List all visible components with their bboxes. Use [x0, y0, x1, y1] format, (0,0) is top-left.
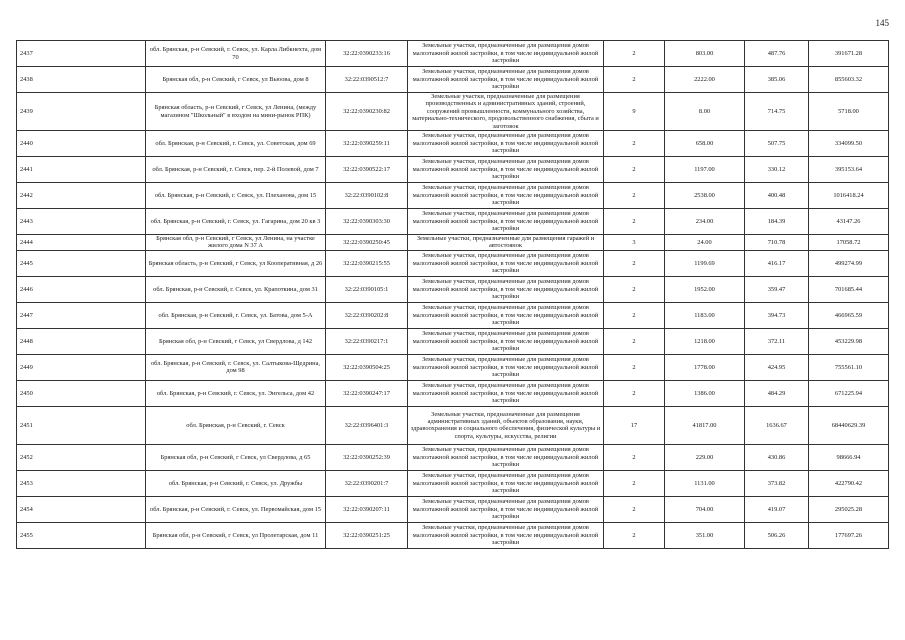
group-cell: 3 [604, 235, 665, 251]
row-number-cell: 2450 [17, 380, 146, 406]
table-row [17, 496, 889, 522]
table-row [17, 209, 889, 235]
address-cell: обл. Брянская, р-н Севский, г. Севск, ул. Батова, дом 5-А [146, 302, 326, 328]
address-cell: обл. Брянская, р-н Севский, г. Севск, ул. Гагарина, дом 20 кв 3 [146, 209, 326, 235]
group-cell: 2 [604, 41, 665, 67]
land-use-cell: Земельные участки, предназначенные для размещения домов малоэтажной жилой застройки, в том числе индивидуальной жилой застройки [408, 522, 604, 548]
cadastral-number-cell: 32:22:0390303:30 [326, 209, 408, 235]
table-row [17, 131, 889, 157]
land-use-cell: Земельные участки, предназначенные для размещения административных зданий, объектов образования, науки, здравоохранения и социального обеспечения, физической культуры и спорта, культуры, искусства, религии [408, 406, 604, 444]
area-cell: 229.00 [665, 444, 745, 470]
table-row [17, 67, 889, 93]
specific-value-cell: 373.82 [745, 470, 809, 496]
land-use-cell: Земельные участки, предназначенные для размещения домов малоэтажной жилой застройки, в том числе индивидуальной жилой застройки [408, 470, 604, 496]
row-number-cell: 2444 [17, 235, 146, 251]
specific-value-cell: 430.86 [745, 444, 809, 470]
area-cell: 2222.00 [665, 67, 745, 93]
specific-value-cell: 714.75 [745, 93, 809, 131]
row-number-cell: 2439 [17, 93, 146, 131]
cadastral-value-cell: 43147.26 [809, 209, 889, 235]
area-cell: 1778.00 [665, 354, 745, 380]
group-cell: 2 [604, 470, 665, 496]
land-use-cell: Земельные участки, предназначенные для размещения домов малоэтажной жилой застройки, в том числе индивидуальной жилой застройки [408, 209, 604, 235]
specific-value-cell: 400.48 [745, 183, 809, 209]
table-row [17, 328, 889, 354]
table-row [17, 522, 889, 548]
row-number-cell: 2448 [17, 328, 146, 354]
group-cell: 17 [604, 406, 665, 444]
row-number-cell: 2442 [17, 183, 146, 209]
area-cell: 2538.00 [665, 183, 745, 209]
cadastral-value-cell: 1016418.24 [809, 183, 889, 209]
table-row [17, 380, 889, 406]
cadastral-value-cell: 68440629.39 [809, 406, 889, 444]
table-row [17, 183, 889, 209]
cadastral-value-cell: 5718.00 [809, 93, 889, 131]
specific-value-cell: 507.75 [745, 131, 809, 157]
cadastral-number-cell: 32:22:0390504:25 [326, 354, 408, 380]
group-cell: 2 [604, 276, 665, 302]
address-cell: обл. Брянская, р-н Севский, г. Севск [146, 406, 326, 444]
cadastral-value-cell: 499274.99 [809, 250, 889, 276]
address-cell: обл. Брянская, р-н Севский, г. Севск, ул. Дружбы [146, 470, 326, 496]
area-cell: 351.00 [665, 522, 745, 548]
row-number-cell: 2451 [17, 406, 146, 444]
specific-value-cell: 184.39 [745, 209, 809, 235]
address-cell: обл. Брянская, р-н Севский, г. Севск, ул. Плеханова, дом 15 [146, 183, 326, 209]
cadastral-number-cell: 32:22:0390252:39 [326, 444, 408, 470]
table-row [17, 250, 889, 276]
group-cell: 2 [604, 354, 665, 380]
land-use-cell: Земельные участки, предназначенные для размещения домов малоэтажной жилой застройки, в том числе индивидуальной жилой застройки [408, 496, 604, 522]
specific-value-cell: 506.26 [745, 522, 809, 548]
table-row [17, 302, 889, 328]
specific-value-cell: 419.07 [745, 496, 809, 522]
cadastral-number-cell: 32:22:0390217:1 [326, 328, 408, 354]
table-row [17, 93, 889, 131]
row-number-cell: 2445 [17, 250, 146, 276]
address-cell: обл. Брянская, р-н Севский, г. Севск, ул. Первомайская, дом 15 [146, 496, 326, 522]
row-number-cell: 2453 [17, 470, 146, 496]
address-cell: Брянская область, р-н Севский, г Севск, ул Ленина, (между магазином "Школьный" в входом на мини-рынок РПК) [146, 93, 326, 131]
row-number-cell: 2438 [17, 67, 146, 93]
area-cell: 1386.00 [665, 380, 745, 406]
cadastral-number-cell: 32:22:0390207:11 [326, 496, 408, 522]
cadastral-value-cell: 755561.10 [809, 354, 889, 380]
cadastral-number-cell: 32:22:0390102:8 [326, 183, 408, 209]
address-cell: Брянская обл, р-н Севский, г Севск, ул Ленина, на участке жилого дома N 37 А [146, 235, 326, 251]
table-row [17, 354, 889, 380]
table-row [17, 235, 889, 251]
area-cell: 24.00 [665, 235, 745, 251]
cadastral-number-cell: 32:22:0396401:3 [326, 406, 408, 444]
cadastral-number-cell: 32:22:0390215:55 [326, 250, 408, 276]
land-use-cell: Земельные участки, предназначенные для размещения домов малоэтажной жилой застройки, в том числе индивидуальной жилой застройки [408, 354, 604, 380]
cadastral-number-cell: 32:22:0390105:1 [326, 276, 408, 302]
address-cell: обл. Брянская, р-н Севский, г. Севск, ул. Крапоткина, дом 31 [146, 276, 326, 302]
row-number-cell: 2443 [17, 209, 146, 235]
address-cell: обл. Брянская, р-н Севский, г. Севск, ул. Салтыкова-Щедрина, дом 98 [146, 354, 326, 380]
group-cell: 2 [604, 380, 665, 406]
cadastral-value-cell: 391671.28 [809, 41, 889, 67]
land-use-cell: Земельные участки, предназначенные для размещения домов малоэтажной жилой застройки, в том числе индивидуальной жилой застройки [408, 444, 604, 470]
registry-table-body [17, 41, 889, 549]
row-number-cell: 2441 [17, 157, 146, 183]
group-cell: 2 [604, 131, 665, 157]
land-use-cell: Земельные участки, предназначенные для размещения домов малоэтажной жилой застройки, в том числе индивидуальной жилой застройки [408, 276, 604, 302]
cadastral-number-cell: 32:22:0390259:11 [326, 131, 408, 157]
address-cell: обл. Брянская, р-н Севский, г. Севск, ул. Советская, дом 69 [146, 131, 326, 157]
table-row [17, 406, 889, 444]
cadastral-value-cell: 295025.28 [809, 496, 889, 522]
cadastral-number-cell: 32:22:0390202:8 [326, 302, 408, 328]
area-cell: 1131.00 [665, 470, 745, 496]
land-use-cell: Земельные участки, предназначенные для размещения домов малоэтажной жилой застройки, в том числе индивидуальной жилой застройки [408, 131, 604, 157]
address-cell: Брянская обл, р-н Севский, г Севск, ул Свердлова, д 142 [146, 328, 326, 354]
area-cell: 803.00 [665, 41, 745, 67]
address-cell: обл. Брянская, р-н Севский, г. Севск, ул. Карла Либкнехта, дом 70 [146, 41, 326, 67]
land-use-cell: Земельные участки, предназначенные для размещения домов малоэтажной жилой застройки, в том числе индивидуальной жилой застройки [408, 41, 604, 67]
cadastral-value-cell: 98666.94 [809, 444, 889, 470]
cadastral-number-cell: 32:22:0390230:82 [326, 93, 408, 131]
group-cell: 2 [604, 302, 665, 328]
cadastral-value-cell: 855603.32 [809, 67, 889, 93]
cadastral-number-cell: 32:22:0390233:16 [326, 41, 408, 67]
specific-value-cell: 487.76 [745, 41, 809, 67]
address-cell: Брянская область, р-н Севский, г Севск, ул Кооперативная, д 26 [146, 250, 326, 276]
land-use-cell: Земельные участки, предназначенные для размещения домов малоэтажной жилой застройки, в том числе индивидуальной жилой застройки [408, 328, 604, 354]
cadastral-number-cell: 32:22:0390250:45 [326, 235, 408, 251]
area-cell: 41817.00 [665, 406, 745, 444]
table-row [17, 157, 889, 183]
group-cell: 2 [604, 444, 665, 470]
row-number-cell: 2449 [17, 354, 146, 380]
row-number-cell: 2452 [17, 444, 146, 470]
area-cell: 234.00 [665, 209, 745, 235]
group-cell: 2 [604, 250, 665, 276]
row-number-cell: 2447 [17, 302, 146, 328]
area-cell: 1218.00 [665, 328, 745, 354]
group-cell: 9 [604, 93, 665, 131]
land-use-cell: Земельные участки, предназначенные для размещения производственных и административных зданий, строений, сооружений промышленности, коммунального хозяйства, материально-технического, продовольственного снабжения, сбыта и заготовок [408, 93, 604, 131]
specific-value-cell: 484.29 [745, 380, 809, 406]
cadastral-number-cell: 32:22:0390512:7 [326, 67, 408, 93]
land-use-cell: Земельные участки, предназначенные для размещения домов малоэтажной жилой застройки, в том числе индивидуальной жилой застройки [408, 250, 604, 276]
group-cell: 2 [604, 496, 665, 522]
area-cell: 8.00 [665, 93, 745, 131]
land-use-cell: Земельные участки, предназначенные для размещения домов малоэтажной жилой застройки, в том числе индивидуальной жилой застройки [408, 157, 604, 183]
land-use-cell: Земельные участки, предназначенные для размещения гаражей и автостоянок [408, 235, 604, 251]
group-cell: 2 [604, 183, 665, 209]
address-cell: Брянская обл, р-н Севский, г Севск, ул Вьюова, дом 8 [146, 67, 326, 93]
specific-value-cell: 359.47 [745, 276, 809, 302]
address-cell: обл. Брянская, р-н Севский, г. Севск, пер. 2-й Полевой, дом 7 [146, 157, 326, 183]
area-cell: 1199.69 [665, 250, 745, 276]
specific-value-cell: 385.06 [745, 67, 809, 93]
specific-value-cell: 394.73 [745, 302, 809, 328]
group-cell: 2 [604, 209, 665, 235]
cadastral-number-cell: 32:22:0390247:17 [326, 380, 408, 406]
registry-table [16, 40, 889, 549]
group-cell: 2 [604, 328, 665, 354]
specific-value-cell: 330.12 [745, 157, 809, 183]
land-use-cell: Земельные участки, предназначенные для размещения домов малоэтажной жилой застройки, в том числе индивидуальной жилой застройки [408, 67, 604, 93]
specific-value-cell: 372.11 [745, 328, 809, 354]
group-cell: 2 [604, 157, 665, 183]
page-number: 145 [875, 18, 889, 28]
row-number-cell: 2446 [17, 276, 146, 302]
land-use-cell: Земельные участки, предназначенные для размещения домов малоэтажной жилой застройки, в том числе индивидуальной жилой застройки [408, 302, 604, 328]
cadastral-value-cell: 17058.72 [809, 235, 889, 251]
cadastral-value-cell: 701685.44 [809, 276, 889, 302]
area-cell: 1952.00 [665, 276, 745, 302]
area-cell: 658.00 [665, 131, 745, 157]
area-cell: 1183.00 [665, 302, 745, 328]
specific-value-cell: 710.78 [745, 235, 809, 251]
specific-value-cell: 424.95 [745, 354, 809, 380]
specific-value-cell: 1636.67 [745, 406, 809, 444]
row-number-cell: 2440 [17, 131, 146, 157]
table-row [17, 444, 889, 470]
address-cell: обл. Брянская, р-н Севский, г. Севск, ул. Энгельса, дом 42 [146, 380, 326, 406]
land-use-cell: Земельные участки, предназначенные для размещения домов малоэтажной жилой застройки, в том числе индивидуальной жилой застройки [408, 183, 604, 209]
cadastral-value-cell: 466965.59 [809, 302, 889, 328]
cadastral-value-cell: 395153.64 [809, 157, 889, 183]
cadastral-value-cell: 453229.98 [809, 328, 889, 354]
land-use-cell: Земельные участки, предназначенные для размещения домов малоэтажной жилой застройки, в том числе индивидуальной жилой застройки [408, 380, 604, 406]
cadastral-value-cell: 334099.50 [809, 131, 889, 157]
cadastral-number-cell: 32:22:0390251:25 [326, 522, 408, 548]
cadastral-value-cell: 177697.26 [809, 522, 889, 548]
row-number-cell: 2455 [17, 522, 146, 548]
cadastral-value-cell: 671225.94 [809, 380, 889, 406]
table-row [17, 470, 889, 496]
group-cell: 2 [604, 67, 665, 93]
table-row [17, 41, 889, 67]
cadastral-number-cell: 32:22:0390201:7 [326, 470, 408, 496]
cadastral-number-cell: 32:22:0390522:17 [326, 157, 408, 183]
row-number-cell: 2437 [17, 41, 146, 67]
group-cell: 2 [604, 522, 665, 548]
area-cell: 704.00 [665, 496, 745, 522]
area-cell: 1197.00 [665, 157, 745, 183]
address-cell: Брянская обл, р-н Севский, г Севск, ул Пролетарская, дом 11 [146, 522, 326, 548]
address-cell: Брянская обл, р-н Севский, г Севск, ул Свердлова, д 65 [146, 444, 326, 470]
table-row [17, 276, 889, 302]
cadastral-value-cell: 422790.42 [809, 470, 889, 496]
row-number-cell: 2454 [17, 496, 146, 522]
specific-value-cell: 416.17 [745, 250, 809, 276]
